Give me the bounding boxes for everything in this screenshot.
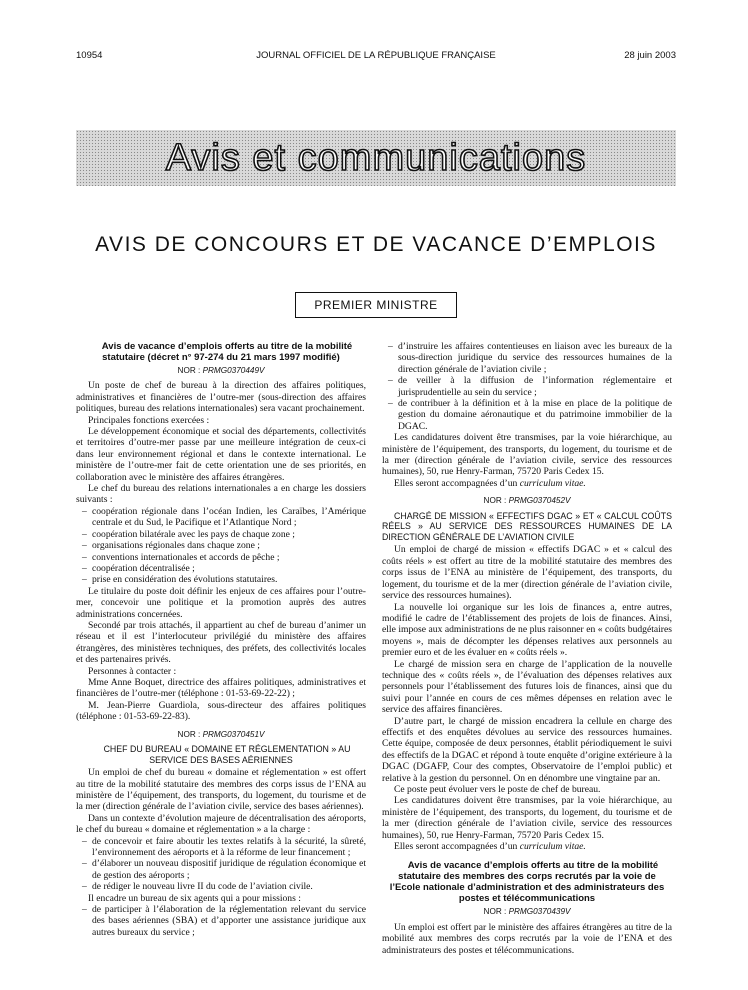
paragraph: Le chargé de mission sera en charge de l’application de la nouvelle technique des « coûts réels », de l’évaluation des dépenses relatives aux personnels pour l’établissement des futures lois de finances, ainsi que du suivi pour l’année en cours de ces mêmes dépenses en relation avec le service des affaires financières. xyxy=(382,658,672,716)
nor-code: PRMG0370449V xyxy=(202,366,265,375)
list-item: – coopération bilatérale avec les pays de chaque zone ; xyxy=(76,529,366,540)
paragraph: Dans un contexte d’évolution majeure de décentralisation des aéroports, le chef du bureau « domaine et réglementation » a la charge : xyxy=(76,812,366,836)
nor-code: PRMG0370439V xyxy=(508,907,571,917)
job-heading: CHEF DU BUREAU « DOMAINE ET RÉGLEMENTATION » AU SERVICE DES BASES AÉRIENNES xyxy=(103,744,351,765)
paragraph: Les candidatures doivent être transmises, par la voie hiérarchique, au ministère de l’équipement, des transports, du logement, du tourisme et de la mer (direction générale de l’aviation civile, service des ressources humaines), 50, rue Henry-Farman, 75720 Paris Cedex 15. xyxy=(382,795,672,841)
notice-heading: Avis de vacance d’emplois offerts au titre de la mobilité statutaire des membres des corps recrutés par la voie de l’Ecole nationale d’administration et des administrateurs des postes et télécommunications xyxy=(389,860,665,905)
job-heading: CHARGÉ DE MISSION « EFFECTIFS DGAC » ET « CALCUL COÛTS RÉELS » AU SERVICE DES RESSOURCES HUMAINES DE LA DIRECTION GÉNÉRALE DE L’AVIATION CIVILE xyxy=(382,510,672,542)
list-item: – coopération régionale dans l’océan Indien, les Caraïbes, l’Amérique centrale et du Sud, le Pacifique et l’Atlantique Nord ; xyxy=(76,506,366,529)
paragraph: Un emploi de chef du bureau « domaine et réglementation » est offert au titre de la mobilité statutaire des membres des corps issus de l’ENA au ministère de l’équipement, des transports, du logement, du tourisme et de la mer (direction générale de l’aviation civile, service des bases aériennes). xyxy=(76,767,366,813)
nor-label: NOR : xyxy=(483,907,509,917)
nor-label: NOR : xyxy=(177,729,203,739)
missions-list xyxy=(382,341,672,432)
paragraph: Ce poste peut évoluer vers le poste de chef de bureau. xyxy=(394,784,601,795)
paragraph xyxy=(382,841,672,852)
list-item: – organisations régionales dans chaque zone ; xyxy=(76,540,366,551)
nor-code: PRMG0370452V xyxy=(508,496,571,506)
paragraph: Un poste de chef de bureau à la direction des affaires politiques, administratives et financières de l’outre-mer (sous-direction des affaires politiques, bureau des relations internationales) sera vacant prochainement. xyxy=(76,380,366,415)
right-column xyxy=(382,341,672,956)
journal-title: JOURNAL OFFICIEL DE LA RÉPUBLIQUE FRANÇAISE xyxy=(256,50,496,61)
nor-reference xyxy=(382,495,672,506)
ministry-label: PREMIER MINISTRE xyxy=(314,298,438,312)
paragraph: Le chef du bureau des relations internationales a en charge les dossiers suivants : xyxy=(76,483,366,506)
list-item: – d’instruire les affaires contentieuses en liaison avec les bureaux de la sous-direction juridique du service des ressources humaines de la direction générale de l’aviation civile ; xyxy=(382,341,672,375)
section-title: AVIS DE CONCOURS ET DE VACANCE D’EMPLOIS xyxy=(95,233,657,256)
paragraph: Un emploi de chargé de mission « effectifs DGAC » et « calcul des coûts réels » est offert au titre de la mobilité statutaire des membres des corps issus de l’ENA au ministère de l’équipement, des transports, du logement, du tourisme et de la mer (direction générale de l’aviation civile, service des ressources humaines). xyxy=(382,544,672,602)
list-item: – coopération décentralisée ; xyxy=(76,563,366,574)
paragraph: La nouvelle loi organique sur les lois de finances a, entre autres, modifié le cadre de l’établissement des projets de lois de finances. Ainsi, elle impose aux administrations de ne plus raisonner en « coûts budgétaires moyens », mais de décompter les dépenses relatives aux personnels au premier euro et de les évaluer en « coûts réels ». xyxy=(382,601,672,659)
paragraph: M. Jean-Pierre Guardiola, sous-directeur des affaires politiques (téléphone : 01-53-69-22-83). xyxy=(76,699,366,723)
emphasis: curriculum vitae. xyxy=(519,841,586,853)
paragraph: Personnes à contacter : xyxy=(88,665,177,677)
notice-heading: Avis de vacance d’emplois offerts au titre de la mobilité statutaire (décret n° 97-274 du 21 mars 1997 modifié) xyxy=(101,341,353,363)
banner-title: Avis et communications xyxy=(165,137,587,179)
nor-label: NOR : xyxy=(177,366,203,375)
missions-list xyxy=(76,904,366,938)
nor-code: PRMG0370451V xyxy=(202,729,265,739)
paragraph: Le titulaire du poste doit définir les enjeux de ces affaires pour l’outre-mer, concevoir une politique et la promotion auprès des autres administrations concernées. xyxy=(76,585,366,620)
paragraph: Le développement économique et social des départements, collectivités et territoires d’outre-mer passe par une meilleure intégration de ceux-ci dans leur environnement régional et dans le contexte international. Le ministère de l’outre-mer fait de cette orientation une de ses priorités, en collaboration avec le ministère des affaires étrangères. xyxy=(76,426,366,483)
page-number: 10954 xyxy=(76,50,103,61)
paragraph: Secondé par trois attachés, il appartient au chef de bureau d’animer un réseau et il est l’interlocuteur privilégié du ministère des affaires étrangères, des ministères techniques, des préfets, des collectivités locales et des partenaires privés. xyxy=(76,619,366,666)
nor-label: NOR : xyxy=(483,496,509,506)
paragraph: Les candidatures doivent être transmises, par la voie hiérarchique, au ministère de l’équipement, des transports, du logement, du tourisme et de la mer (direction générale de l’aviation civile, service des ressources humaines), 50, rue Henry-Farman, 75720 Paris Cedex 15. xyxy=(382,432,672,478)
page-header xyxy=(76,50,676,64)
list-item: – conventions internationales et accords de pêche ; xyxy=(76,552,366,563)
paragraph: Principales fonctions exercées : xyxy=(88,414,210,426)
paragraph xyxy=(382,478,672,489)
emphasis: curriculum vitae. xyxy=(519,477,586,489)
list-item: – d’élaborer un nouveau dispositif juridique de régulation économique et de gestion des aéroports ; xyxy=(76,858,366,881)
list-item: – prise en considération des évolutions statutaires. xyxy=(76,574,366,585)
nor-reference xyxy=(76,729,366,740)
nor-reference xyxy=(382,906,672,917)
text: Elles seront accompagnées d’un xyxy=(394,841,520,853)
paragraph: Mme Anne Boquet, directrice des affaires politiques, administratives et financières de l’outre-mer (téléphone : 01-53-69-22-22) ; xyxy=(76,676,366,700)
duties-list xyxy=(76,836,366,893)
issue-date: 28 juin 2003 xyxy=(624,50,676,61)
nor-reference xyxy=(76,365,366,376)
ministry-box xyxy=(295,292,457,318)
list-item: – de rédiger le nouveau livre II du code de l’aviation civile. xyxy=(76,881,366,892)
list-item: – de concevoir et faire aboutir les textes relatifs à la sécurité, la sûreté, l’environnement des aéroports et à la réforme de leur financement ; xyxy=(76,836,366,859)
text: Elles seront accompagnées d’un xyxy=(394,477,520,489)
paragraph: Il encadre un bureau de six agents qui a pour missions : xyxy=(88,892,301,904)
paragraph: Un emploi est offert par le ministère des affaires étrangères au titre de la mobilité aux membres des corps recrutés par la voie de l’ENA et des administrateurs des postes et télécommunications. xyxy=(382,921,672,956)
paragraph: D’autre part, le chargé de mission encadrera la cellule en charge des effectifs et des enquêtes dévolues au service des ressources humaines. Cette équipe, composée de deux personnes, établit périodiquement le suivi des effectifs de la DGAC et répond à toute enquête d’origine extérieure à la DGAC (DGAFP, Cour des comptes, Observatoire de l’emploi public) et relative à la gestion du personnel. On en dénombre une vingtaine par an. xyxy=(382,715,672,784)
list-item: – de veiller à la diffusion de l’information réglementaire et jurisprudentielle au sein du service ; xyxy=(382,375,672,398)
list-item: – de participer à l’élaboration de la réglementation relevant du service des bases aériennes (SBA) et d’apporter une assistance juridique aux autres bureaux du service ; xyxy=(76,904,366,938)
left-column xyxy=(76,341,366,938)
list-item: – de contribuer à la définition et à la mise en place de la politique de gestion du domaine aéronautique et du patrimoine immobilier de la DGAC. xyxy=(382,398,672,432)
duties-list xyxy=(76,506,366,586)
